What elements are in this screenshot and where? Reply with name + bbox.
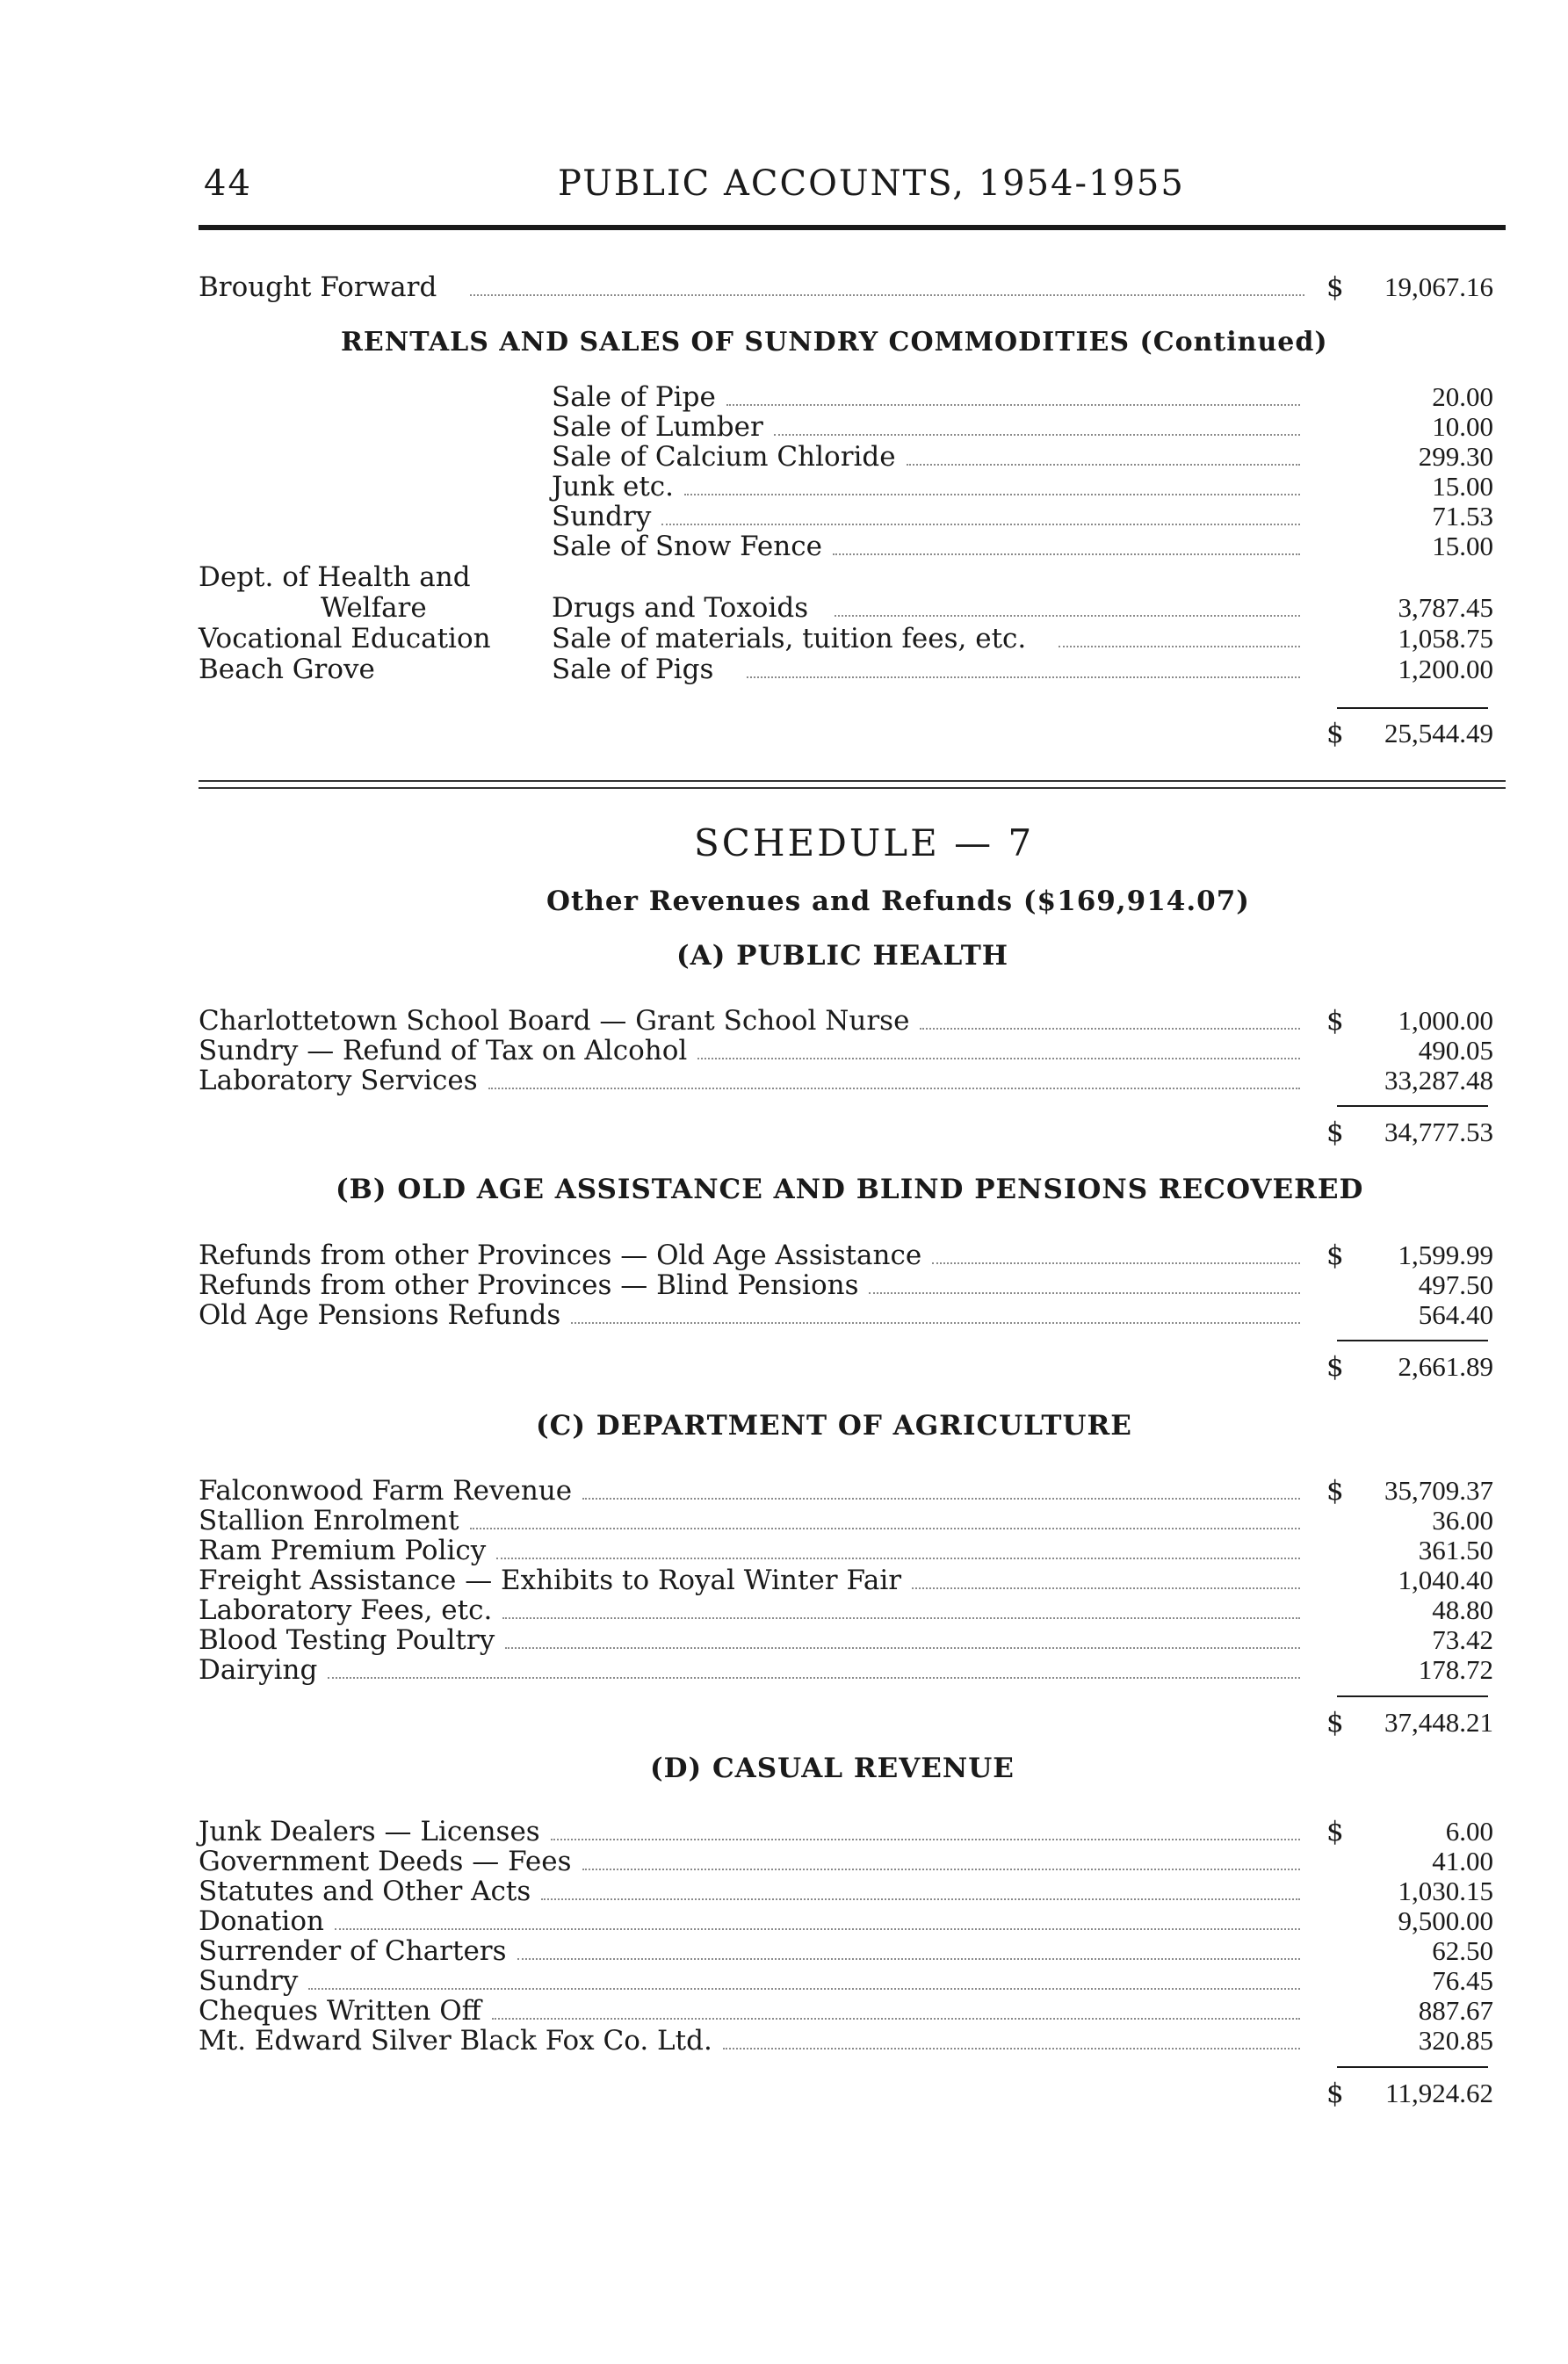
rentals-row xyxy=(0,502,1568,531)
section-c-row xyxy=(0,1565,1568,1595)
leader-dots xyxy=(907,464,1300,466)
rentals-dept-row xyxy=(0,654,1568,684)
row-label: Laboratory Services xyxy=(199,1065,478,1096)
row-amount: 1,058.75 xyxy=(1398,623,1493,654)
row-amount: 33,287.48 xyxy=(1384,1065,1493,1095)
section-c-row xyxy=(0,1476,1568,1506)
leader-dots xyxy=(747,676,1300,678)
rentals-row xyxy=(0,531,1568,561)
row-label: Dairying xyxy=(199,1654,318,1686)
section-a-heading: (A) PUBLIC HEALTH xyxy=(676,940,1009,972)
row-label: Sale of Pipe xyxy=(552,381,716,413)
row-label: Old Age Pensions Refunds xyxy=(199,1299,561,1331)
section-d-row xyxy=(0,1966,1568,1996)
section-c-row xyxy=(0,1536,1568,1565)
currency-sign: $ xyxy=(1326,1475,1344,1507)
row-label: Sale of Snow Fence xyxy=(552,531,822,562)
section-a-row xyxy=(0,1036,1568,1066)
row-label: Cheques Written Off xyxy=(199,1995,481,2027)
page-title: PUBLIC ACCOUNTS, 1954-1955 xyxy=(558,163,1185,204)
dept-name: Vocational Education xyxy=(199,623,491,654)
row-label: Sale of materials, tuition fees, etc. xyxy=(552,623,1027,654)
row-amount: 497.50 xyxy=(1418,1269,1493,1300)
row-amount: 3,787.45 xyxy=(1398,592,1493,623)
leader-dots xyxy=(661,524,1300,525)
row-amount: 9,500.00 xyxy=(1398,1905,1493,1936)
leader-dots xyxy=(920,1028,1300,1030)
row-amount: 15.00 xyxy=(1432,531,1493,561)
row-label: Sundry — Refund of Tax on Alcohol xyxy=(199,1035,688,1066)
section-d-row xyxy=(0,1906,1568,1936)
section-c-row xyxy=(0,1655,1568,1685)
leader-dots xyxy=(912,1587,1300,1589)
header-rule xyxy=(199,225,1506,230)
rentals-row xyxy=(0,442,1568,472)
row-label: Mt. Edward Silver Black Fox Co. Ltd. xyxy=(199,2025,712,2057)
row-label: Sundry xyxy=(199,1965,299,1997)
leader-dots xyxy=(335,1928,1300,1930)
section-c-heading: (C) DEPARTMENT OF AGRICULTURE xyxy=(536,1410,1132,1442)
subtotal-rule xyxy=(1337,1340,1488,1341)
currency-sign: $ xyxy=(1326,1816,1344,1847)
leader-dots xyxy=(496,1558,1300,1559)
leader-dots xyxy=(502,1617,1300,1619)
subtotal-rule xyxy=(1337,707,1488,709)
leader-dots xyxy=(551,1839,1300,1840)
section-c-row xyxy=(0,1595,1568,1625)
page-number: 44 xyxy=(204,163,252,204)
row-label: Government Deeds — Fees xyxy=(199,1846,572,1877)
rentals-heading: RENTALS AND SALES OF SUNDRY COMMODITIES (Continued) xyxy=(341,327,1328,358)
row-amount: 6.00 xyxy=(1445,1816,1493,1847)
leader-dots xyxy=(488,1088,1300,1089)
separator-rule xyxy=(199,787,1506,789)
section-a-total: 34,777.53 xyxy=(1384,1117,1493,1147)
leader-dots xyxy=(505,1647,1300,1649)
rentals-row xyxy=(0,382,1568,412)
schedule-title: SCHEDULE — 7 xyxy=(694,821,1035,864)
rentals-row xyxy=(0,472,1568,502)
leader-dots xyxy=(541,1898,1300,1900)
leader-dots xyxy=(470,294,1304,296)
row-label: Sundry xyxy=(552,501,652,532)
leader-dots xyxy=(582,1869,1300,1870)
leader-dots xyxy=(684,494,1300,495)
row-label: Junk Dealers — Licenses xyxy=(199,1816,540,1847)
leader-dots xyxy=(833,553,1300,555)
section-b-row xyxy=(0,1270,1568,1300)
row-label: Donation xyxy=(199,1905,324,1937)
separator-rule xyxy=(199,780,1506,782)
row-amount: 41.00 xyxy=(1432,1846,1493,1876)
section-d-total-row xyxy=(0,2078,1568,2108)
currency-sign: $ xyxy=(1326,2078,1344,2109)
section-b-row xyxy=(0,1300,1568,1330)
leader-dots xyxy=(492,2018,1300,2020)
row-amount: 20.00 xyxy=(1432,381,1493,412)
row-label: Charlottetown School Board — Grant School Nurse xyxy=(199,1005,910,1037)
leader-dots xyxy=(308,1988,1300,1990)
row-amount: 320.85 xyxy=(1418,2025,1493,2056)
currency-sign: $ xyxy=(1326,1117,1344,1148)
leader-dots xyxy=(571,1322,1300,1324)
row-amount: 887.67 xyxy=(1418,1995,1493,2026)
row-label: Falconwood Farm Revenue xyxy=(199,1475,573,1507)
section-a-row xyxy=(0,1066,1568,1095)
leader-dots xyxy=(723,2048,1300,2050)
row-amount: 178.72 xyxy=(1418,1654,1493,1685)
leader-dots xyxy=(869,1292,1300,1294)
row-label: Sale of Pigs xyxy=(552,654,714,685)
brought-forward-amount: 19,067.16 xyxy=(1384,271,1493,302)
leader-dots xyxy=(726,404,1300,406)
row-amount: 1,040.40 xyxy=(1398,1565,1493,1595)
row-label: Refunds from other Provinces — Old Age Assistance xyxy=(199,1240,922,1271)
rentals-row xyxy=(0,412,1568,442)
dept-name: Welfare xyxy=(321,592,427,624)
row-label: Laboratory Fees, etc. xyxy=(199,1594,493,1626)
currency-sign: $ xyxy=(1326,718,1344,749)
section-c-total-row xyxy=(0,1708,1568,1738)
subtotal-rule xyxy=(1337,1105,1488,1107)
section-b-total: 2,661.89 xyxy=(1398,1351,1493,1382)
row-amount: 1,200.00 xyxy=(1398,654,1493,684)
section-d-row xyxy=(0,1817,1568,1847)
row-amount: 1,030.15 xyxy=(1398,1876,1493,1906)
subtotal-rule xyxy=(1337,1695,1488,1697)
section-d-heading: (D) CASUAL REVENUE xyxy=(650,1753,1015,1784)
section-d-row xyxy=(0,1847,1568,1876)
currency-sign: $ xyxy=(1326,1707,1344,1739)
brought-forward-label: Brought Forward xyxy=(199,271,437,303)
row-amount: 36.00 xyxy=(1432,1505,1493,1536)
currency-sign: $ xyxy=(1326,1240,1344,1271)
leader-dots xyxy=(582,1498,1300,1500)
rentals-dept-row xyxy=(0,624,1568,654)
dept-name: Beach Grove xyxy=(199,654,375,685)
row-label: Refunds from other Provinces — Blind Pensions xyxy=(199,1269,859,1301)
section-a-total-row xyxy=(0,1117,1568,1147)
section-b-total-row xyxy=(0,1352,1568,1382)
section-d-row xyxy=(0,1876,1568,1906)
row-label: Freight Assistance — Exhibits to Royal Winter Fair xyxy=(199,1565,902,1596)
section-a-row xyxy=(0,1006,1568,1036)
leader-dots xyxy=(697,1058,1300,1059)
currency-sign: $ xyxy=(1326,1351,1344,1383)
row-amount: 361.50 xyxy=(1418,1535,1493,1565)
leader-dots xyxy=(932,1262,1300,1264)
brought-forward-row xyxy=(0,272,1568,302)
row-amount: 299.30 xyxy=(1418,441,1493,472)
row-amount: 1,599.99 xyxy=(1398,1240,1493,1270)
row-amount: 564.40 xyxy=(1418,1299,1493,1330)
rentals-total-row xyxy=(0,719,1568,748)
rentals-dept-row xyxy=(0,593,1568,623)
row-amount: 76.45 xyxy=(1432,1965,1493,1996)
currency-sign: $ xyxy=(1326,271,1344,303)
currency-sign: $ xyxy=(1326,1005,1344,1037)
rentals-total: 25,544.49 xyxy=(1384,718,1493,748)
schedule-subtitle: Other Revenues and Refunds ($169,914.07) xyxy=(546,886,1250,917)
row-label: Surrender of Charters xyxy=(199,1935,507,1967)
section-d-row xyxy=(0,2026,1568,2056)
section-b-heading: (B) OLD AGE ASSISTANCE AND BLIND PENSIONS RECOVERED xyxy=(336,1174,1364,1205)
row-amount: 1,000.00 xyxy=(1398,1005,1493,1036)
row-label: Sale of Calcium Chloride xyxy=(552,441,896,473)
row-amount: 10.00 xyxy=(1432,411,1493,442)
row-amount: 62.50 xyxy=(1432,1935,1493,1966)
leader-dots xyxy=(835,615,1300,617)
row-label: Sale of Lumber xyxy=(552,411,763,443)
leader-dots xyxy=(517,1958,1300,1960)
row-amount: 73.42 xyxy=(1432,1624,1493,1655)
leader-dots xyxy=(1059,646,1300,647)
section-c-row xyxy=(0,1506,1568,1536)
row-label: Stallion Enrolment xyxy=(199,1505,459,1536)
leader-dots xyxy=(328,1677,1300,1679)
leader-dots xyxy=(774,434,1300,436)
subtotal-rule xyxy=(1337,2066,1488,2068)
leader-dots xyxy=(470,1528,1300,1529)
dept-name: Dept. of Health and xyxy=(199,561,471,593)
row-amount: 15.00 xyxy=(1432,471,1493,502)
row-label: Drugs and Toxoids xyxy=(552,592,809,624)
row-label: Junk etc. xyxy=(552,471,675,502)
section-c-row xyxy=(0,1625,1568,1655)
row-amount: 71.53 xyxy=(1432,501,1493,531)
row-label: Ram Premium Policy xyxy=(199,1535,487,1566)
row-label: Statutes and Other Acts xyxy=(199,1876,531,1907)
section-b-row xyxy=(0,1240,1568,1270)
section-d-total: 11,924.62 xyxy=(1385,2078,1493,2108)
section-d-row xyxy=(0,1936,1568,1966)
row-amount: 48.80 xyxy=(1432,1594,1493,1625)
row-amount: 490.05 xyxy=(1418,1035,1493,1066)
row-amount: 35,709.37 xyxy=(1384,1475,1493,1506)
row-label: Blood Testing Poultry xyxy=(199,1624,495,1656)
section-c-total: 37,448.21 xyxy=(1384,1707,1493,1738)
section-d-row xyxy=(0,1996,1568,2026)
